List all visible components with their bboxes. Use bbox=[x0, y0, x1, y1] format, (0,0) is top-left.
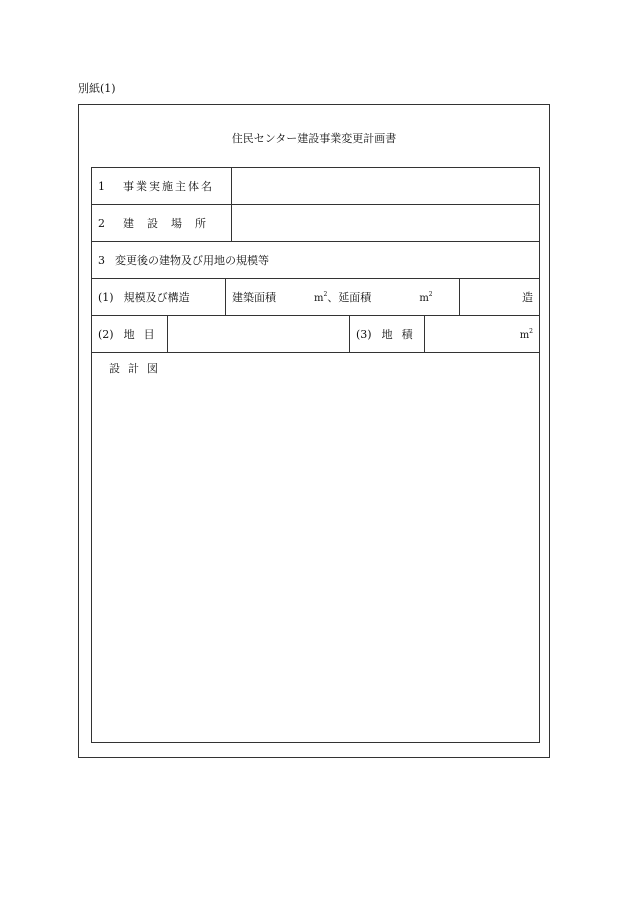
site-label: 建設場所 bbox=[123, 217, 219, 230]
building-area-unit-base: m bbox=[314, 292, 324, 304]
land-category-number: (2) bbox=[98, 327, 114, 341]
land-area-value-field[interactable] bbox=[425, 316, 539, 352]
site-value-field[interactable] bbox=[232, 205, 539, 241]
land-area-number: (3) bbox=[356, 327, 372, 341]
total-floor-area-unit-base: m bbox=[419, 292, 429, 304]
scale-header-number: 3 bbox=[98, 253, 105, 267]
design-drawing-area[interactable] bbox=[92, 353, 539, 742]
site-number: 2 bbox=[98, 216, 105, 230]
operator-label-cell bbox=[92, 168, 232, 204]
operator-label: 事業実施主体名 bbox=[123, 180, 214, 193]
area-separator: 、 bbox=[327, 291, 339, 304]
form-table bbox=[91, 167, 540, 743]
building-area-unit bbox=[314, 291, 327, 304]
structure-number: (1) bbox=[98, 290, 114, 304]
land-area-unit bbox=[520, 328, 533, 341]
total-floor-area-unit bbox=[419, 291, 432, 304]
operator-value-field[interactable] bbox=[232, 168, 539, 204]
scale-header-label: 変更後の建物及び用地の規模等 bbox=[115, 254, 269, 267]
total-floor-area-unit-power: 2 bbox=[428, 290, 433, 298]
attachment-label: 別紙(1) bbox=[78, 82, 116, 95]
design-drawing-label: 設計図 bbox=[109, 362, 166, 375]
land-area-label-cell bbox=[350, 316, 425, 352]
land-category-label: 地目 bbox=[123, 328, 164, 341]
operator-number: 1 bbox=[98, 179, 105, 193]
total-floor-area-label: 延面積 bbox=[338, 291, 372, 304]
land-category-value-field[interactable] bbox=[168, 316, 350, 352]
building-area-label: 建築面積 bbox=[232, 291, 276, 304]
structure-type-cell[interactable] bbox=[460, 279, 539, 315]
scale-header-cell bbox=[92, 242, 539, 278]
area-cell[interactable] bbox=[226, 279, 460, 315]
land-row bbox=[92, 316, 539, 353]
land-area-unit-power: 2 bbox=[529, 327, 533, 335]
scale-header-row bbox=[92, 242, 539, 279]
form-frame bbox=[78, 104, 550, 758]
land-area-label: 地積 bbox=[381, 328, 422, 341]
structure-label: 規模及び構造 bbox=[123, 291, 190, 304]
site-row bbox=[92, 205, 539, 242]
operator-row bbox=[92, 168, 539, 205]
land-area-unit-base: m bbox=[519, 329, 530, 341]
site-label-cell bbox=[92, 205, 232, 241]
structure-row bbox=[92, 279, 539, 316]
structure-suffix: 造 bbox=[522, 291, 533, 304]
form-title: 住民センター建設事業変更計画書 bbox=[231, 132, 397, 145]
building-area-unit-power: 2 bbox=[323, 290, 328, 298]
land-category-label-cell bbox=[92, 316, 168, 352]
structure-label-cell bbox=[92, 279, 226, 315]
